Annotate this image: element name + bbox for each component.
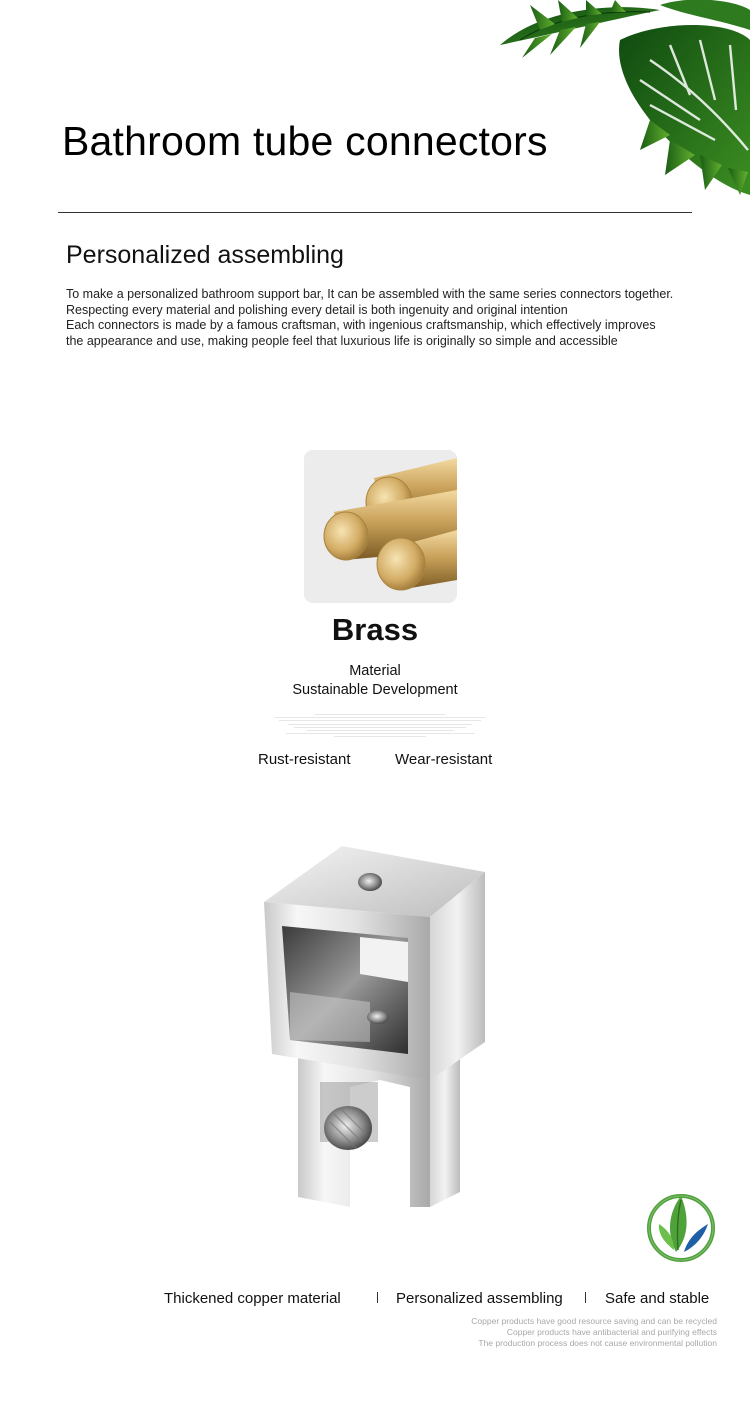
feature-thickened-copper: Thickened copper material	[164, 1290, 341, 1307]
feature-separator	[585, 1292, 586, 1303]
feature-note: The production process does not cause environmental pollution	[478, 1338, 717, 1348]
chrome-connector-product-icon	[250, 842, 490, 1222]
material-subtitle-secondary: Sustainable Development	[292, 682, 458, 698]
feature-note: Copper products have good resource saving and can be recycled	[471, 1316, 717, 1326]
faint-text-lines	[275, 714, 485, 740]
brass-rods-icon	[304, 450, 457, 603]
title-divider	[58, 212, 692, 213]
description-line: To make a personalized bathroom support bar, It can be assembled with the same series connectors together.	[66, 287, 674, 301]
feature-safe-stable: Safe and stable	[605, 1290, 710, 1307]
material-name: Brass	[331, 612, 419, 647]
section-heading: Personalized assembling	[66, 241, 344, 269]
feature-note: Copper products have antibacterial and purifying effects	[506, 1327, 717, 1337]
description-line: the appearance and use, making people feel that luxurious life is originally so simple and accessible	[66, 333, 618, 348]
feature-personalized-assembling: Personalized assembling	[396, 1290, 563, 1307]
property-wear-resistant: Wear-resistant	[395, 751, 493, 768]
material-subtitle: Material	[349, 663, 401, 679]
feature-separator	[377, 1292, 378, 1303]
brass-material-image	[304, 450, 457, 603]
intro-description	[66, 287, 706, 349]
description-line: Each connectors is made by a famous craftsman, with ingenious craftsmanship, which effectively improves	[66, 318, 656, 332]
eco-leaf-logo-icon	[644, 1190, 718, 1264]
description-line: Respecting every material and polishing every detail is both ingenuity and original intention	[66, 302, 568, 317]
property-rust-resistant: Rust-resistant	[258, 751, 351, 768]
page-title: Bathroom tube connectors	[62, 118, 548, 164]
palm-leaves-decoration-icon	[500, 0, 750, 195]
